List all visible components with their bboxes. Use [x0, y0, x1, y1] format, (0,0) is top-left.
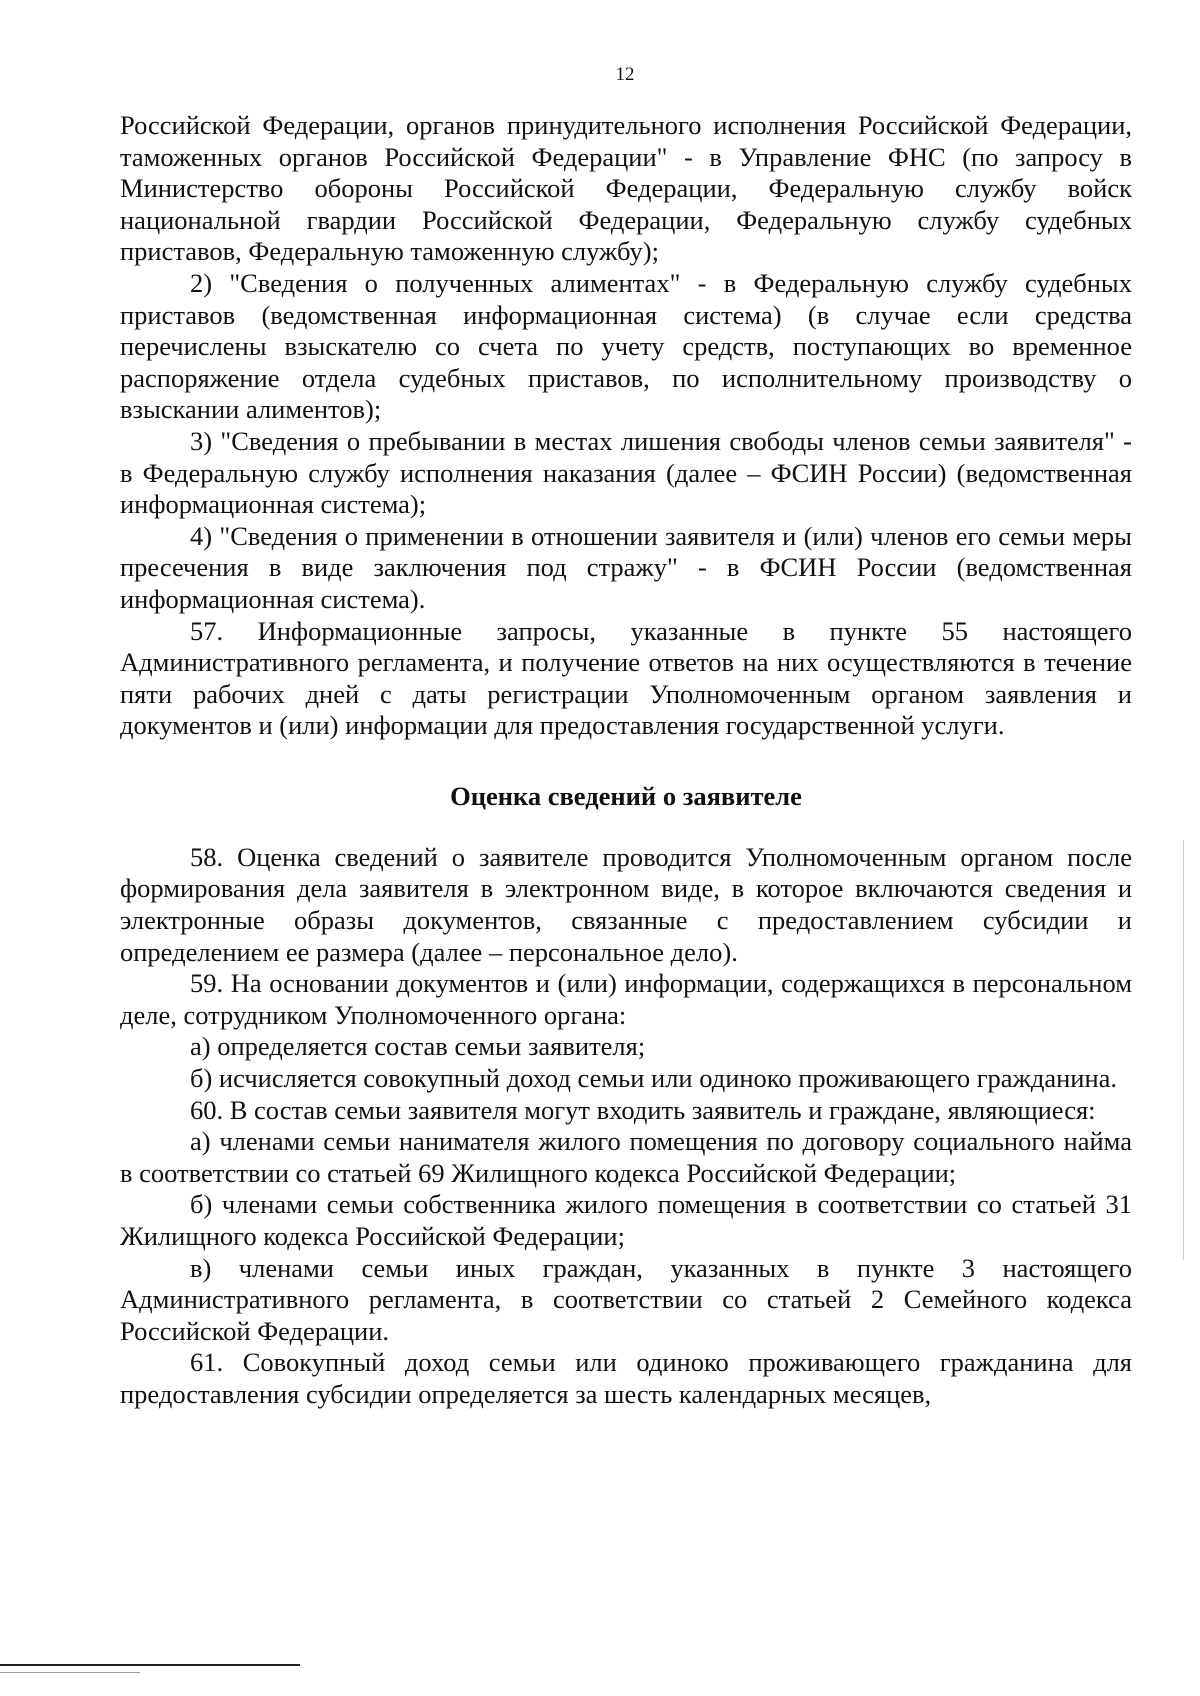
document-body	[120, 110, 1132, 1411]
paragraph-60-c: в) членами семьи иных граждан, указанных в пункте 3 настоящего Административного регламента, в соответствии со статьей 2 Семейного кодекса Российской Федерации.	[120, 1252, 1132, 1346]
scan-edge-mark	[1183, 840, 1184, 1260]
paragraph-60-b: б) членами семьи собственника жилого помещения в соответствии со статьей 31 Жилищного кодекса Российской Федерации;	[120, 1189, 1132, 1251]
paragraph-61: 61. Совокупный доход семьи или одиноко проживающего гражданина для предоставления субсидии определяется за шесть календарных месяцев,	[120, 1347, 1132, 1409]
paragraph-item-3: 3) "Сведения о пребывании в местах лишения свободы членов семьи заявителя" - в Федеральную службу исполнения наказания (далее – ФСИН России) (ведомственная информационная система);	[120, 425, 1132, 520]
page-number: 12	[615, 64, 635, 85]
scan-artifact-line	[0, 1664, 300, 1666]
paragraph-60: 60. В состав семьи заявителя могут входить заявитель и граждане, являющиеся:	[190, 1094, 1096, 1125]
paragraph-continuation: Российской Федерации, органов принудительного исполнения Российской Федерации, таможенных органов Российской Федерации" - в Управление ФНС (по запросу в Министерство обороны Российской Федерации, Федеральную службу войск национальной гвардии Российской Федерации, Федеральную службу судебных приставов, Федеральную таможенную службу);	[120, 110, 1132, 267]
paragraph-57: 57. Информационные запросы, указанные в пункте 55 настоящего Административного регламента, и получение ответов на них осуществляются в течение пяти рабочих дней с даты регистрации Уполномоченным органом заявления и документов и (или) информации для предоставления государственной услуги.	[120, 615, 1132, 741]
paragraph-item-2: 2) "Сведения о полученных алиментах" - в Федеральную службу судебных приставов (ведомственная информационная система) (в случае если средства перечислены взыскателю со счета по учету средств, поступающих во временное распоряжение отдела судебных приставов, по исполнительному производству о взыскании алиментов);	[120, 267, 1132, 425]
paragraph-59-b: б) исчисляется совокупный доход семьи или одиноко проживающего гражданина.	[190, 1063, 1118, 1094]
paragraph-item-4: 4) "Сведения о применении в отношении заявителя и (или) членов его семьи меры пресечения в виде заключения под стражу" - в ФСИН России (ведомственная информационная система).	[120, 520, 1132, 614]
scan-artifact-line-faint	[0, 1672, 140, 1673]
paragraph-58: 58. Оценка сведений о заявителе проводится Уполномоченным органом после формирования дела заявителя в электронном виде, в которое включаются сведения и электронные образы документов, связанные с предоставлением субсидии и определением ее размера (далее – персональное дело).	[120, 841, 1132, 967]
paragraph-60-a: а) членами семьи нанимателя жилого помещения по договору социального найма в соответствии со статьей 69 Жилищного кодекса Российской Федерации;	[120, 1126, 1132, 1188]
paragraph-59-a: а) определяется состав семьи заявителя;	[190, 1031, 646, 1062]
section-heading: Оценка сведений о заявителе	[450, 780, 802, 811]
paragraph-59: 59. На основании документов и (или) информации, содержащихся в персональном деле, сотрудником Уполномоченного органа:	[120, 968, 1132, 1030]
